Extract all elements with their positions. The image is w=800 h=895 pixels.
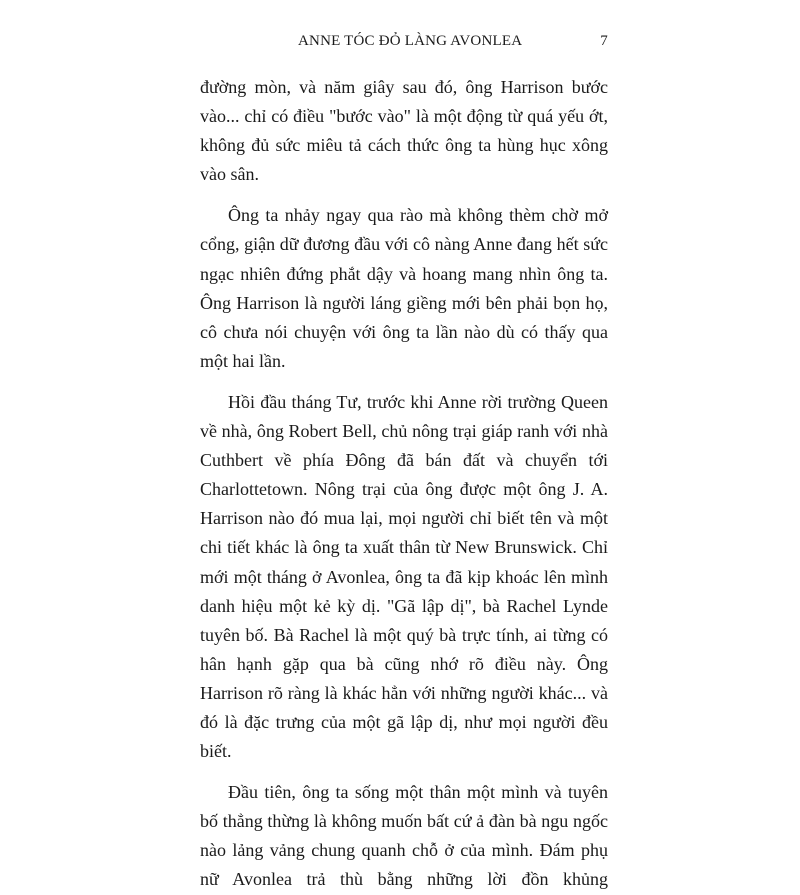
body-text bbox=[200, 73, 608, 895]
paragraph: Hồi đầu tháng Tư, trước khi Anne rời trường Queen về nhà, ông Robert Bell, chủ nông trại giáp ranh với nhà Cuthbert về phía Đông đã bán đất và chuyển tới Charlottetown. Nông trại của ông được một ông J. A. Harrison nào đó mua lại, mọi người chỉ biết tên và một chi tiết khác là ông ta xuất thân từ New Brunswick. Chỉ mới một tháng ở Avonlea, ông ta đã kịp khoác lên mình danh hiệu một kẻ kỳ dị. "Gã lập dị", bà Rachel Lynde tuyên bố. Bà Rachel là một quý bà trực tính, ai từng có hân hạnh gặp qua bà cũng nhớ rõ điều này. Ông Harrison rõ ràng là khác hẳn với những người khác... và đó là đặc trưng của một gã lập dị, như mọi người đều biết. bbox=[200, 391, 608, 762]
page-number: 7 bbox=[600, 33, 608, 49]
paragraph: Ông ta nhảy ngay qua rào mà không thèm chờ mở cổng, giận dữ đương đầu với cô nàng Anne đang hết sức ngạc nhiên đứng phắt dậy và hoang mang nhìn ông ta. Ông Harrison là người láng giềng mới bên phải bọn họ, cô chưa nói chuyện với ông ta lần nào dù có thấy qua một hai lần. bbox=[200, 205, 608, 371]
paragraph: Đầu tiên, ông ta sống một thân một mình và tuyên bố thẳng thừng là không muốn bất cứ ả đàn bà ngu ngốc nào lảng vảng chung quanh chỗ ở của mình. Đám phụ nữ Avonlea trả thù bằng những lời đồn khủng bbox=[200, 782, 608, 890]
paragraph: đường mòn, và năm giây sau đó, ông Harrison bước vào... chỉ có điều "bước vào" là một động từ quá yếu ớt, không đủ sức miêu tả cách thức ông ta hùng hục xông vào sân. bbox=[200, 77, 608, 185]
running-header bbox=[200, 33, 608, 55]
running-title: ANNE TÓC ĐỎ LÀNG AVONLEA bbox=[298, 33, 523, 49]
